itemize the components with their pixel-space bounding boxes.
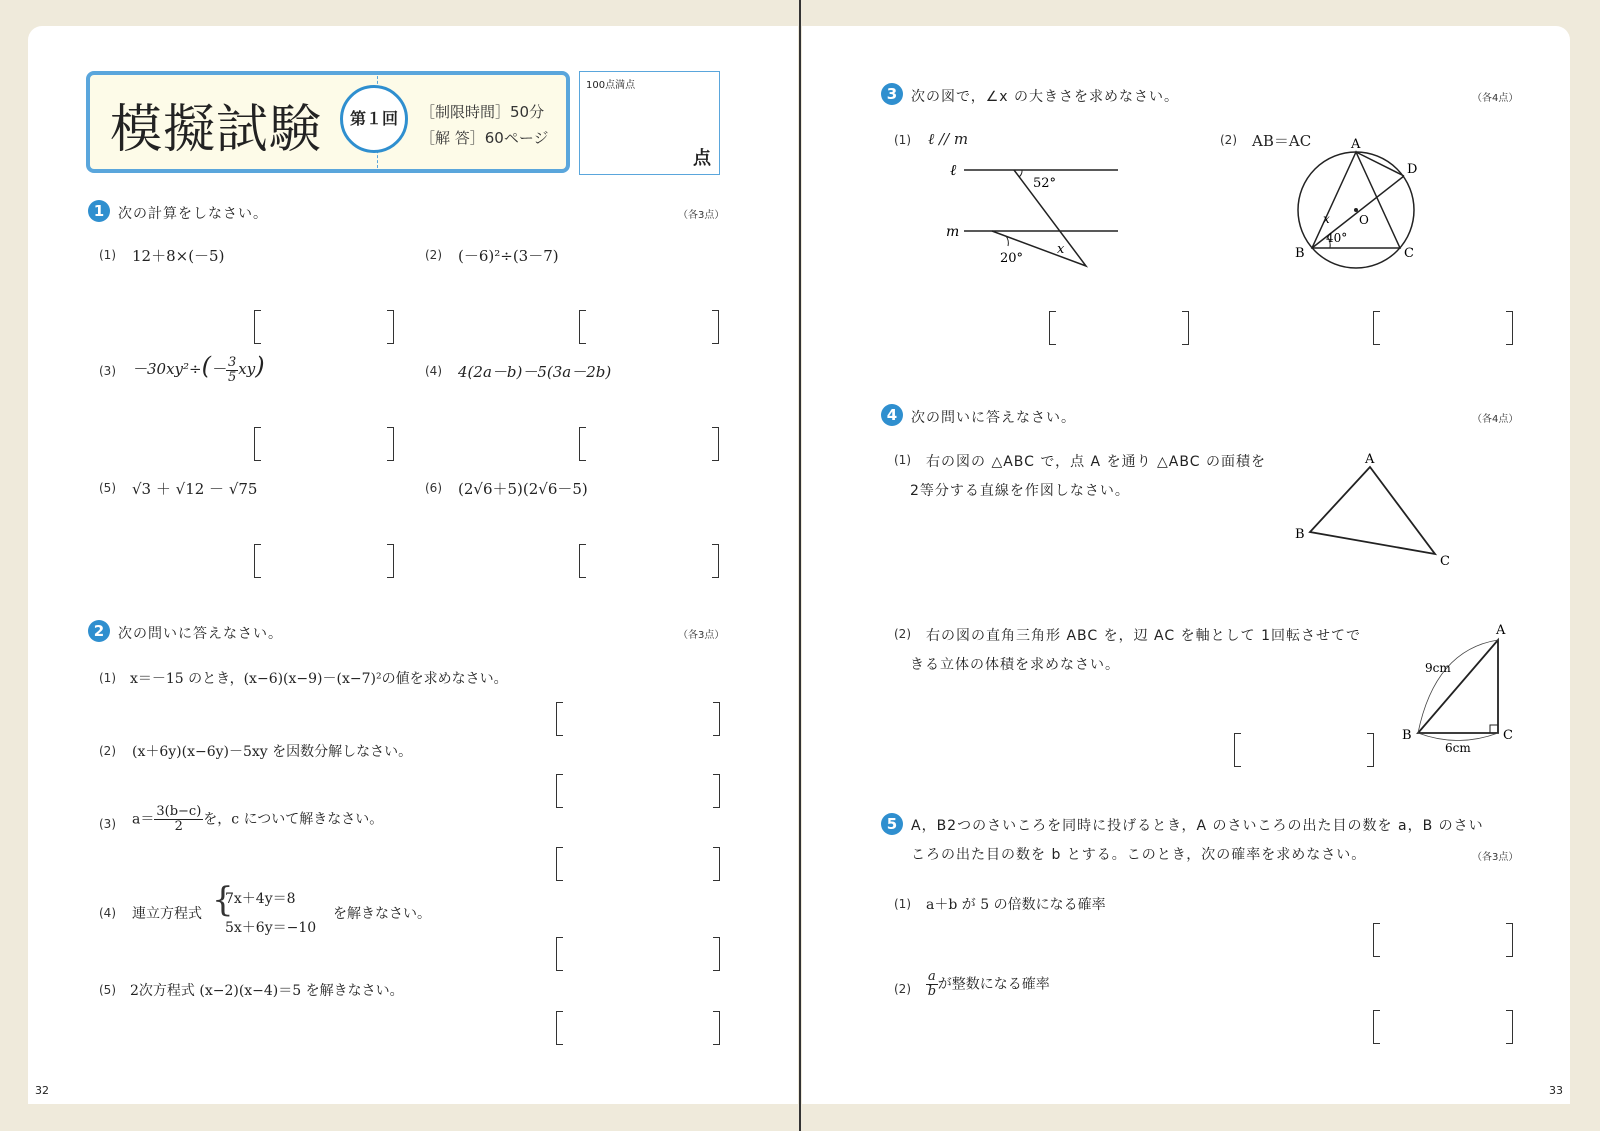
answer-bracket[interactable] xyxy=(1234,733,1374,767)
fraction-denominator: 2 xyxy=(174,819,183,834)
parallel-lines-figure xyxy=(940,150,1120,275)
answer-bracket[interactable] xyxy=(556,1011,720,1045)
s2-q3-number: (3) xyxy=(99,817,116,831)
page-number-right: 33 xyxy=(1549,1084,1563,1097)
s1-q1-number: (1) xyxy=(99,248,116,262)
s1-q4-text: 4(2a－b)－5(3a－2b) xyxy=(458,363,612,381)
label-b: B xyxy=(1295,527,1305,542)
label-a: A xyxy=(1365,452,1375,467)
label-c: C xyxy=(1404,246,1414,261)
s3-q1-condition: ℓ // m xyxy=(928,130,969,148)
s2-q3-part-a: a＝ xyxy=(132,811,155,828)
section-1-number: 1 xyxy=(88,200,110,222)
fraction-numerator: 3(b−c) xyxy=(156,804,202,819)
s2-q2-number: (2) xyxy=(99,744,116,758)
answer-bracket[interactable] xyxy=(254,310,394,344)
fraction-denominator: 5 xyxy=(228,369,237,385)
label-b: B xyxy=(1295,246,1305,261)
s2-q4-number: (4) xyxy=(99,906,116,920)
label-m: m xyxy=(946,224,960,240)
s1-q1-text: 12＋8×(－5) xyxy=(132,247,225,265)
dimension-arc xyxy=(1418,733,1498,741)
label-angle-40: 40° xyxy=(1326,231,1348,245)
answer-bracket[interactable] xyxy=(556,847,720,881)
fraction-numerator: 3 xyxy=(228,354,237,370)
section-2-points: （各3点） xyxy=(678,630,725,641)
s4-q1-line-1: 右の図の △ABC で，点 A を通り △ABC の面積を xyxy=(926,454,1266,470)
angle-arc xyxy=(1019,170,1022,177)
s5-q2-fraction xyxy=(926,970,938,999)
label-x: x xyxy=(1323,212,1330,226)
s5-q2-number: (2) xyxy=(894,982,911,996)
score-box xyxy=(579,71,720,175)
answer-bracket[interactable] xyxy=(579,427,719,461)
s5-q1-text: a＋b が 5 の倍数になる確率 xyxy=(926,897,1106,913)
s2-q3-part-b: を，c について解きなさい。 xyxy=(203,811,384,828)
s3-q2-condition: AB＝AC xyxy=(1252,132,1312,150)
s5-q2-tail: が整数になる確率 xyxy=(937,976,1050,993)
s2-q4-tail: を解きなさい。 xyxy=(333,906,431,922)
score-label: 100点満点 xyxy=(586,80,636,91)
section-3-title: 次の図で，∠x の大きさを求めなさい。 xyxy=(911,89,1180,105)
s1-q2-number: (2) xyxy=(425,248,442,262)
s1-q5-number: (5) xyxy=(99,481,116,495)
section-4-title: 次の問いに答えなさい。 xyxy=(911,410,1076,426)
s2-q5-number: (5) xyxy=(99,983,116,997)
answer-bracket[interactable] xyxy=(1373,923,1513,957)
score-unit: 点 xyxy=(693,148,711,169)
time-limit: ［制限時間］50分 xyxy=(420,103,545,121)
round-badge xyxy=(340,85,408,153)
s1-q5-text: √3 ＋ √12 － √75 xyxy=(132,480,258,498)
section-1-points: （各3点） xyxy=(678,210,725,221)
book-spine xyxy=(799,0,801,1131)
answer-bracket[interactable] xyxy=(556,774,720,808)
s5-q1-number: (1) xyxy=(894,897,911,911)
page-title: 模擬試験 xyxy=(110,100,323,160)
right-angle-mark xyxy=(1490,725,1498,733)
chord-ad xyxy=(1356,152,1404,176)
s2-q4-equation-2: 5x＋6y＝−10 xyxy=(225,920,317,936)
s1-q3-part-b: xy xyxy=(238,360,256,378)
s2-q4-label: 連立方程式 xyxy=(132,906,202,922)
s2-q1-text: x＝－15 のとき，(x−6)(x−9)－(x−7)²の値を求めなさい。 xyxy=(130,671,508,687)
title-box xyxy=(86,71,570,173)
answer-bracket[interactable] xyxy=(254,544,394,578)
round-label: 第１回 xyxy=(349,109,398,128)
label-c: C xyxy=(1503,728,1513,743)
s1-q3-fraction xyxy=(226,356,238,385)
label-angle-52: 52° xyxy=(1033,176,1057,191)
label-angle-20: 20° xyxy=(1000,251,1024,266)
label-a: A xyxy=(1351,137,1361,152)
section-1-title: 次の計算をしなさい。 xyxy=(118,206,268,222)
section-2-number: 2 xyxy=(88,620,110,642)
s1-q3-part-a: －30xy²÷ xyxy=(132,360,202,378)
s5-q2-text xyxy=(926,970,1050,999)
circle-figure xyxy=(1283,135,1433,275)
s2-q5-text: 2次方程式 (x−2)(x−4)＝5 を解きなさい。 xyxy=(130,983,404,999)
s3-q2-number: (2) xyxy=(1220,133,1237,147)
s4-q2-line-2: きる立体の体積を求めなさい。 xyxy=(910,657,1120,673)
triangle-abc-figure xyxy=(1285,450,1455,570)
answer-bracket[interactable] xyxy=(254,427,394,461)
s1-q4-number: (4) xyxy=(425,364,442,378)
section-5-number: 5 xyxy=(881,813,903,835)
s1-q3-number: (3) xyxy=(99,364,116,378)
section-4-number: 4 xyxy=(881,404,903,426)
answer-bracket[interactable] xyxy=(1049,311,1189,345)
fraction-denominator: b xyxy=(927,984,937,999)
s3-q1-number: (1) xyxy=(894,133,911,147)
right-triangle-abc xyxy=(1418,640,1498,733)
s1-q6-text: (2√6＋5)(2√6－5) xyxy=(458,480,588,498)
label-bc-length: 6cm xyxy=(1445,741,1471,755)
triangle-abc xyxy=(1310,467,1435,554)
s4-q1-number: (1) xyxy=(894,453,911,467)
s4-q1-line-2: 2等分する直線を作図しなさい。 xyxy=(910,483,1130,499)
answer-bracket[interactable] xyxy=(1373,1010,1513,1044)
label-ab-length: 9cm xyxy=(1425,661,1451,675)
label-o: O xyxy=(1359,213,1369,227)
answer-bracket[interactable] xyxy=(579,310,719,344)
section-3-number: 3 xyxy=(881,83,903,105)
s2-q2-text: (x＋6y)(x−6y)－5xy を因数分解しなさい。 xyxy=(132,744,413,760)
answer-bracket[interactable] xyxy=(1373,311,1513,345)
label-c: C xyxy=(1440,554,1450,569)
answer-page: ［解 答］60ページ xyxy=(420,129,549,147)
s4-q2-number: (2) xyxy=(894,627,911,641)
section-5-line-1: A，B2つのさいころを同時に投げるとき，A のさいころの出た目の数を a，B のさい xyxy=(911,818,1484,834)
label-a: A xyxy=(1496,623,1506,638)
s1-q3-text: －30xy²÷(－ $\frac{3}{5}$ xy) xyxy=(132,352,265,385)
label-b: B xyxy=(1402,728,1412,743)
section-5-points: （各3点） xyxy=(1472,852,1519,863)
s2-q4-equation-1: 7x＋4y＝8 xyxy=(225,891,296,907)
label-l: ℓ xyxy=(950,161,957,179)
section-5-line-2: ころの出た目の数を b とする。このとき，次の確率を求めなさい。 xyxy=(911,847,1367,863)
page-number-left: 32 xyxy=(35,1084,49,1097)
label-d: D xyxy=(1407,162,1418,177)
s1-q6-number: (6) xyxy=(425,481,442,495)
s2-q3-fraction xyxy=(154,805,203,834)
s1-q2-text: (－6)²÷(3－7) xyxy=(458,247,559,265)
section-2-title: 次の問いに答えなさい。 xyxy=(118,626,283,642)
section-3-points: （各4点） xyxy=(1472,93,1519,104)
system-brace-icon: { xyxy=(212,880,234,920)
section-4-points: （各4点） xyxy=(1472,414,1519,425)
answer-bracket[interactable] xyxy=(579,544,719,578)
answer-bracket[interactable] xyxy=(556,937,720,971)
s4-q2-line-1: 右の図の直角三角形 ABC を，辺 AC を軸として 1回転させてで xyxy=(926,628,1361,644)
s2-q3-text xyxy=(132,805,383,834)
center-o xyxy=(1354,208,1358,212)
fraction-numerator: a xyxy=(928,969,936,984)
label-x: x xyxy=(1057,242,1065,257)
answer-bracket[interactable] xyxy=(556,702,720,736)
s2-q1-number: (1) xyxy=(99,671,116,685)
right-triangle-figure xyxy=(1395,620,1520,755)
